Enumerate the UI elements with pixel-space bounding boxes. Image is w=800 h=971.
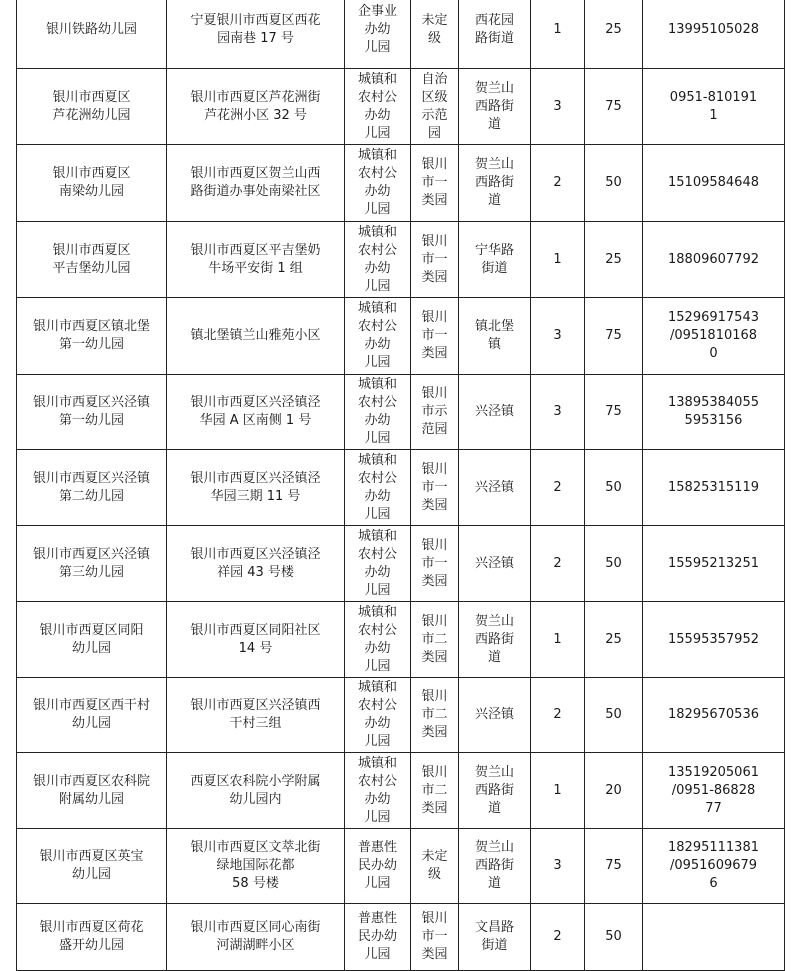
address-cell: 银川市西夏区兴泾镇泾 华园 A 区南侧 1 号: [167, 375, 345, 450]
kindergarten-table-sheet: [16, 0, 784, 971]
table-row: [17, 450, 785, 526]
street-cell: 宁华路 街道: [459, 222, 531, 298]
kindergarten-name-cell: 银川市西夏区农科院 附属幼儿园: [17, 753, 167, 829]
address-cell: 银川市西夏区文萃北街 绿地国际花都 58 号楼: [167, 829, 345, 904]
class-count-cell: 2: [531, 526, 585, 602]
phone-cell: 15296917543 /0951810168 0: [643, 298, 785, 375]
rating-level-cell: 未定 级: [411, 829, 459, 904]
class-count-cell: 1: [531, 0, 585, 69]
street-cell: 贺兰山 西路街 道: [459, 829, 531, 904]
kindergarten-name-cell: 银川市西夏区 芦花洲幼儿园: [17, 69, 167, 145]
enrollment-places-cell: 50: [585, 145, 643, 222]
school-type-cell: 普惠性 民办幼 儿园: [345, 829, 411, 904]
kindergarten-name-cell: 银川市西夏区英宝 幼儿园: [17, 829, 167, 904]
class-count-cell: 1: [531, 753, 585, 829]
address-cell: 银川市西夏区兴泾镇泾 华园三期 11 号: [167, 450, 345, 526]
street-cell: 兴泾镇: [459, 526, 531, 602]
address-cell: 银川市西夏区平吉堡奶 牛场平安街 1 组: [167, 222, 345, 298]
kindergarten-name-cell: 银川市西夏区兴泾镇 第一幼儿园: [17, 375, 167, 450]
phone-cell: 18809607792: [643, 222, 785, 298]
phone-cell: 0951-810191 1: [643, 69, 785, 145]
address-cell: 银川市西夏区同心南街 河湖湖畔小区: [167, 904, 345, 971]
class-count-cell: 1: [531, 222, 585, 298]
school-type-cell: 城镇和 农村公 办幼 儿园: [345, 298, 411, 375]
table-row: [17, 904, 785, 971]
school-type-cell: 城镇和 农村公 办幼 儿园: [345, 450, 411, 526]
phone-cell: 18295670536: [643, 678, 785, 753]
phone-cell: [643, 904, 785, 971]
table-row: [17, 222, 785, 298]
kindergarten-name-cell: 银川市西夏区 南梁幼儿园: [17, 145, 167, 222]
street-cell: 兴泾镇: [459, 678, 531, 753]
rating-level-cell: 银川 市示 范园: [411, 375, 459, 450]
school-type-cell: 城镇和 农村公 办幼 儿园: [345, 222, 411, 298]
street-cell: 贺兰山 西路街 道: [459, 145, 531, 222]
address-cell: 银川市西夏区芦花洲街 芦花洲小区 32 号: [167, 69, 345, 145]
kindergarten-name-cell: 银川市西夏区 平吉堡幼儿园: [17, 222, 167, 298]
kindergarten-table: [16, 0, 785, 971]
class-count-cell: 2: [531, 904, 585, 971]
phone-cell: 15825315119: [643, 450, 785, 526]
table-row: [17, 526, 785, 602]
street-cell: 兴泾镇: [459, 450, 531, 526]
rating-level-cell: 银川 市二 类园: [411, 753, 459, 829]
enrollment-places-cell: 25: [585, 0, 643, 69]
enrollment-places-cell: 75: [585, 298, 643, 375]
table-row: [17, 0, 785, 69]
rating-level-cell: 银川 市二 类园: [411, 678, 459, 753]
school-type-cell: 普惠性 民办幼 儿园: [345, 904, 411, 971]
rating-level-cell: 未定 级: [411, 0, 459, 69]
address-cell: 银川市西夏区兴泾镇西 干村三组: [167, 678, 345, 753]
rating-level-cell: 银川 市一 类园: [411, 450, 459, 526]
street-cell: 贺兰山 西路街 道: [459, 753, 531, 829]
phone-cell: 13895384055 5953156: [643, 375, 785, 450]
phone-cell: 15595213251: [643, 526, 785, 602]
enrollment-places-cell: 75: [585, 829, 643, 904]
table-row: [17, 375, 785, 450]
phone-cell: 15595357952: [643, 602, 785, 678]
table-row: [17, 753, 785, 829]
class-count-cell: 1: [531, 602, 585, 678]
school-type-cell: 城镇和 农村公 办幼 儿园: [345, 753, 411, 829]
street-cell: 文昌路 街道: [459, 904, 531, 971]
kindergarten-name-cell: 银川铁路幼儿园: [17, 0, 167, 69]
class-count-cell: 3: [531, 829, 585, 904]
street-cell: 西花园 路街道: [459, 0, 531, 69]
address-cell: 宁夏银川市西夏区西花 园南巷 17 号: [167, 0, 345, 69]
table-row: [17, 602, 785, 678]
phone-cell: 13519205061 /0951-86828 77: [643, 753, 785, 829]
enrollment-places-cell: 50: [585, 678, 643, 753]
rating-level-cell: 银川 市一 类园: [411, 222, 459, 298]
kindergarten-name-cell: 银川市西夏区荷花 盛开幼儿园: [17, 904, 167, 971]
enrollment-places-cell: 75: [585, 69, 643, 145]
table-row: [17, 298, 785, 375]
enrollment-places-cell: 25: [585, 602, 643, 678]
phone-cell: 13995105028: [643, 0, 785, 69]
enrollment-places-cell: 50: [585, 526, 643, 602]
class-count-cell: 3: [531, 375, 585, 450]
rating-level-cell: 自治 区级 示范 园: [411, 69, 459, 145]
school-type-cell: 城镇和 农村公 办幼 儿园: [345, 526, 411, 602]
street-cell: 镇北堡 镇: [459, 298, 531, 375]
address-cell: 银川市西夏区同阳社区 14 号: [167, 602, 345, 678]
rating-level-cell: 银川 市一 类园: [411, 298, 459, 375]
table-row: [17, 69, 785, 145]
enrollment-places-cell: 50: [585, 904, 643, 971]
class-count-cell: 2: [531, 450, 585, 526]
table-row: [17, 678, 785, 753]
school-type-cell: 城镇和 农村公 办幼 儿园: [345, 678, 411, 753]
rating-level-cell: 银川 市一 类园: [411, 145, 459, 222]
address-cell: 银川市西夏区贺兰山西 路街道办事处南梁社区: [167, 145, 345, 222]
address-cell: 银川市西夏区兴泾镇泾 祥园 43 号楼: [167, 526, 345, 602]
kindergarten-name-cell: 银川市西夏区西干村 幼儿园: [17, 678, 167, 753]
school-type-cell: 企事业 办幼 儿园: [345, 0, 411, 69]
enrollment-places-cell: 75: [585, 375, 643, 450]
class-count-cell: 3: [531, 69, 585, 145]
class-count-cell: 3: [531, 298, 585, 375]
table-row: [17, 145, 785, 222]
street-cell: 贺兰山 西路街 道: [459, 69, 531, 145]
rating-level-cell: 银川 市二 类园: [411, 602, 459, 678]
kindergarten-name-cell: 银川市西夏区镇北堡 第一幼儿园: [17, 298, 167, 375]
address-cell: 西夏区农科院小学附属 幼儿园内: [167, 753, 345, 829]
school-type-cell: 城镇和 农村公 办幼 儿园: [345, 602, 411, 678]
kindergarten-name-cell: 银川市西夏区兴泾镇 第二幼儿园: [17, 450, 167, 526]
enrollment-places-cell: 20: [585, 753, 643, 829]
phone-cell: 15109584648: [643, 145, 785, 222]
kindergarten-name-cell: 银川市西夏区兴泾镇 第三幼儿园: [17, 526, 167, 602]
school-type-cell: 城镇和 农村公 办幼 儿园: [345, 69, 411, 145]
class-count-cell: 2: [531, 145, 585, 222]
phone-cell: 18295111381 /0951609679 6: [643, 829, 785, 904]
school-type-cell: 城镇和 农村公 办幼 儿园: [345, 375, 411, 450]
class-count-cell: 2: [531, 678, 585, 753]
table-row: [17, 829, 785, 904]
kindergarten-name-cell: 银川市西夏区同阳 幼儿园: [17, 602, 167, 678]
street-cell: 贺兰山 西路街 道: [459, 602, 531, 678]
rating-level-cell: 银川 市一 类园: [411, 526, 459, 602]
rating-level-cell: 银川 市一 类园: [411, 904, 459, 971]
school-type-cell: 城镇和 农村公 办幼 儿园: [345, 145, 411, 222]
enrollment-places-cell: 25: [585, 222, 643, 298]
enrollment-places-cell: 50: [585, 450, 643, 526]
address-cell: 镇北堡镇兰山雅苑小区: [167, 298, 345, 375]
street-cell: 兴泾镇: [459, 375, 531, 450]
